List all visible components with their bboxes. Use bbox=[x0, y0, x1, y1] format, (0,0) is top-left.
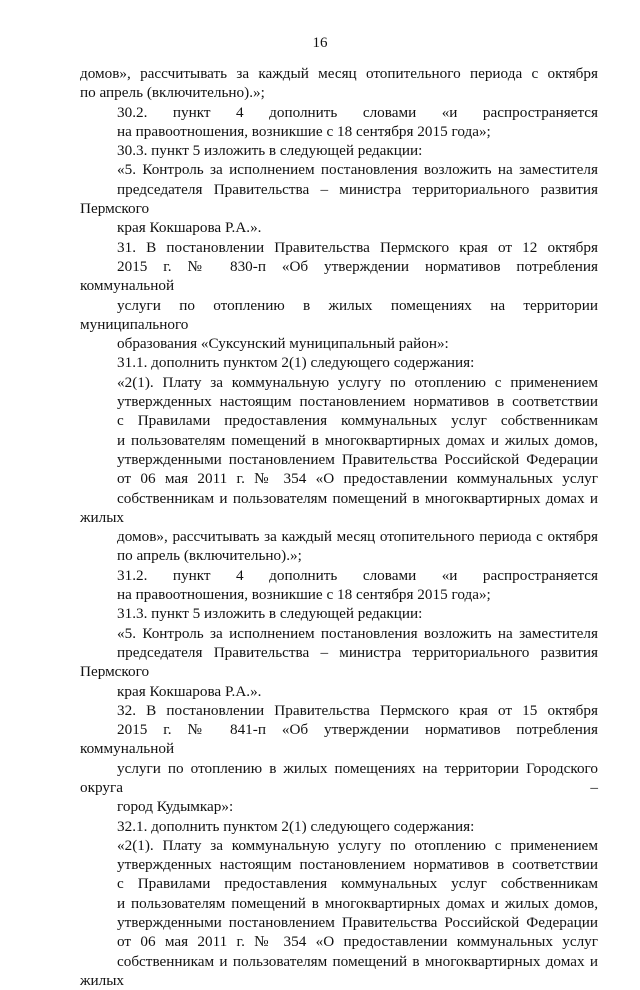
paragraph bbox=[80, 64, 598, 103]
text-line: 32. В постановлении Правительства Пермского края от 15 октября bbox=[117, 701, 598, 719]
text-line: «5. Контроль за исполнением постановления возложить на заместителя bbox=[117, 161, 598, 179]
paragraph bbox=[80, 353, 598, 372]
text-line: «5. Контроль за исполнением постановления возложить на заместителя bbox=[117, 624, 598, 642]
text-line: утвержденными постановлением Правительства Российской Федерации bbox=[117, 450, 598, 468]
document-body bbox=[80, 64, 598, 990]
text-line: на правоотношения, возникшие с 18 сентября 2015 года»; bbox=[117, 122, 491, 140]
text-line: 30.3. пункт 5 изложить в следующей редакции: bbox=[117, 142, 423, 160]
text-line: «2(1). Плату за коммунальную услугу по отоплению с применением bbox=[117, 373, 598, 391]
text-line: домов», рассчитывать за каждый месяц отопительного периода с октября bbox=[117, 528, 598, 546]
text-line: утвержденных настоящим постановлением нормативов в соответствии bbox=[117, 393, 598, 411]
paragraph bbox=[80, 701, 598, 817]
text-line: от 06 мая 2011 г. № 354 «О предоставлении коммунальных услуг bbox=[117, 470, 598, 488]
paragraph bbox=[80, 373, 598, 566]
text-line: и пользователям помещений в многоквартирных домах и жилых домов, bbox=[117, 894, 598, 912]
text-line: и пользователям помещений в многоквартирных домах и жилых домов, bbox=[117, 431, 598, 449]
text-line: услуги по отоплению в жилых помещениях на территории Городского округа – bbox=[80, 759, 598, 796]
text-line: 31.3. пункт 5 изложить в следующей редакции: bbox=[117, 605, 423, 623]
paragraph bbox=[80, 566, 598, 605]
paragraph bbox=[80, 160, 598, 237]
text-line: город Кудымкар»: bbox=[117, 798, 234, 816]
text-line: на правоотношения, возникшие с 18 сентября 2015 года»; bbox=[117, 586, 491, 604]
text-line: председателя Правительства – министра территориального развития Пермского bbox=[80, 180, 598, 218]
text-line: края Кокшарова Р.А.». bbox=[117, 219, 262, 237]
text-line: от 06 мая 2011 г. № 354 «О предоставлении коммунальных услуг bbox=[117, 933, 598, 951]
text-line: «2(1). Плату за коммунальную услугу по отоплению с применением bbox=[117, 836, 598, 854]
text-line: 32.1. дополнить пунктом 2(1) следующего содержания: bbox=[117, 817, 475, 835]
paragraph bbox=[80, 604, 598, 623]
text-line: образования «Суксунский муниципальный район»: bbox=[117, 335, 449, 353]
text-line: домов», рассчитывать за каждый месяц отопительного периода с октября bbox=[80, 65, 598, 82]
text-line: 30.2. пункт 4 дополнить словами «и распространяется bbox=[117, 103, 598, 121]
text-line: 31.2. пункт 4 дополнить словами «и распространяется bbox=[117, 566, 598, 584]
text-line: утвержденными постановлением Правительства Российской Федерации bbox=[117, 914, 598, 932]
paragraph bbox=[80, 141, 598, 160]
paragraph bbox=[80, 836, 598, 990]
text-line: с Правилами предоставления коммунальных услуг собственникам bbox=[117, 875, 598, 893]
text-line: услуги по отоплению в жилых помещениях на территории муниципального bbox=[80, 296, 598, 333]
text-line: края Кокшарова Р.А.». bbox=[117, 682, 262, 700]
page-number: 16 bbox=[312, 35, 328, 51]
text-line: по апрель (включительно).»; bbox=[80, 84, 265, 102]
text-line: 31. В постановлении Правительства Пермского края от 12 октября bbox=[117, 238, 598, 256]
text-line: собственникам и пользователям помещений в многоквартирных домах и жилых bbox=[80, 952, 598, 989]
paragraph bbox=[80, 624, 598, 701]
text-line: с Правилами предоставления коммунальных услуг собственникам bbox=[117, 412, 598, 430]
text-line: 2015 г. № 830-п «Об утверждении нормативов потребления коммунальной bbox=[80, 257, 598, 295]
text-line: утвержденных настоящим постановлением нормативов в соответствии bbox=[117, 856, 598, 874]
text-line: по апрель (включительно).»; bbox=[117, 547, 302, 565]
paragraph bbox=[80, 817, 598, 836]
paragraph bbox=[80, 103, 598, 142]
text-line: председателя Правительства – министра территориального развития Пермского bbox=[80, 643, 598, 681]
text-line: собственникам и пользователям помещений в многоквартирных домах и жилых bbox=[80, 489, 598, 526]
paragraph bbox=[80, 238, 598, 354]
text-line: 31.1. дополнить пунктом 2(1) следующего содержания: bbox=[117, 354, 475, 372]
text-line: 2015 г. № 841-п «Об утверждении нормативов потребления коммунальной bbox=[80, 721, 598, 758]
